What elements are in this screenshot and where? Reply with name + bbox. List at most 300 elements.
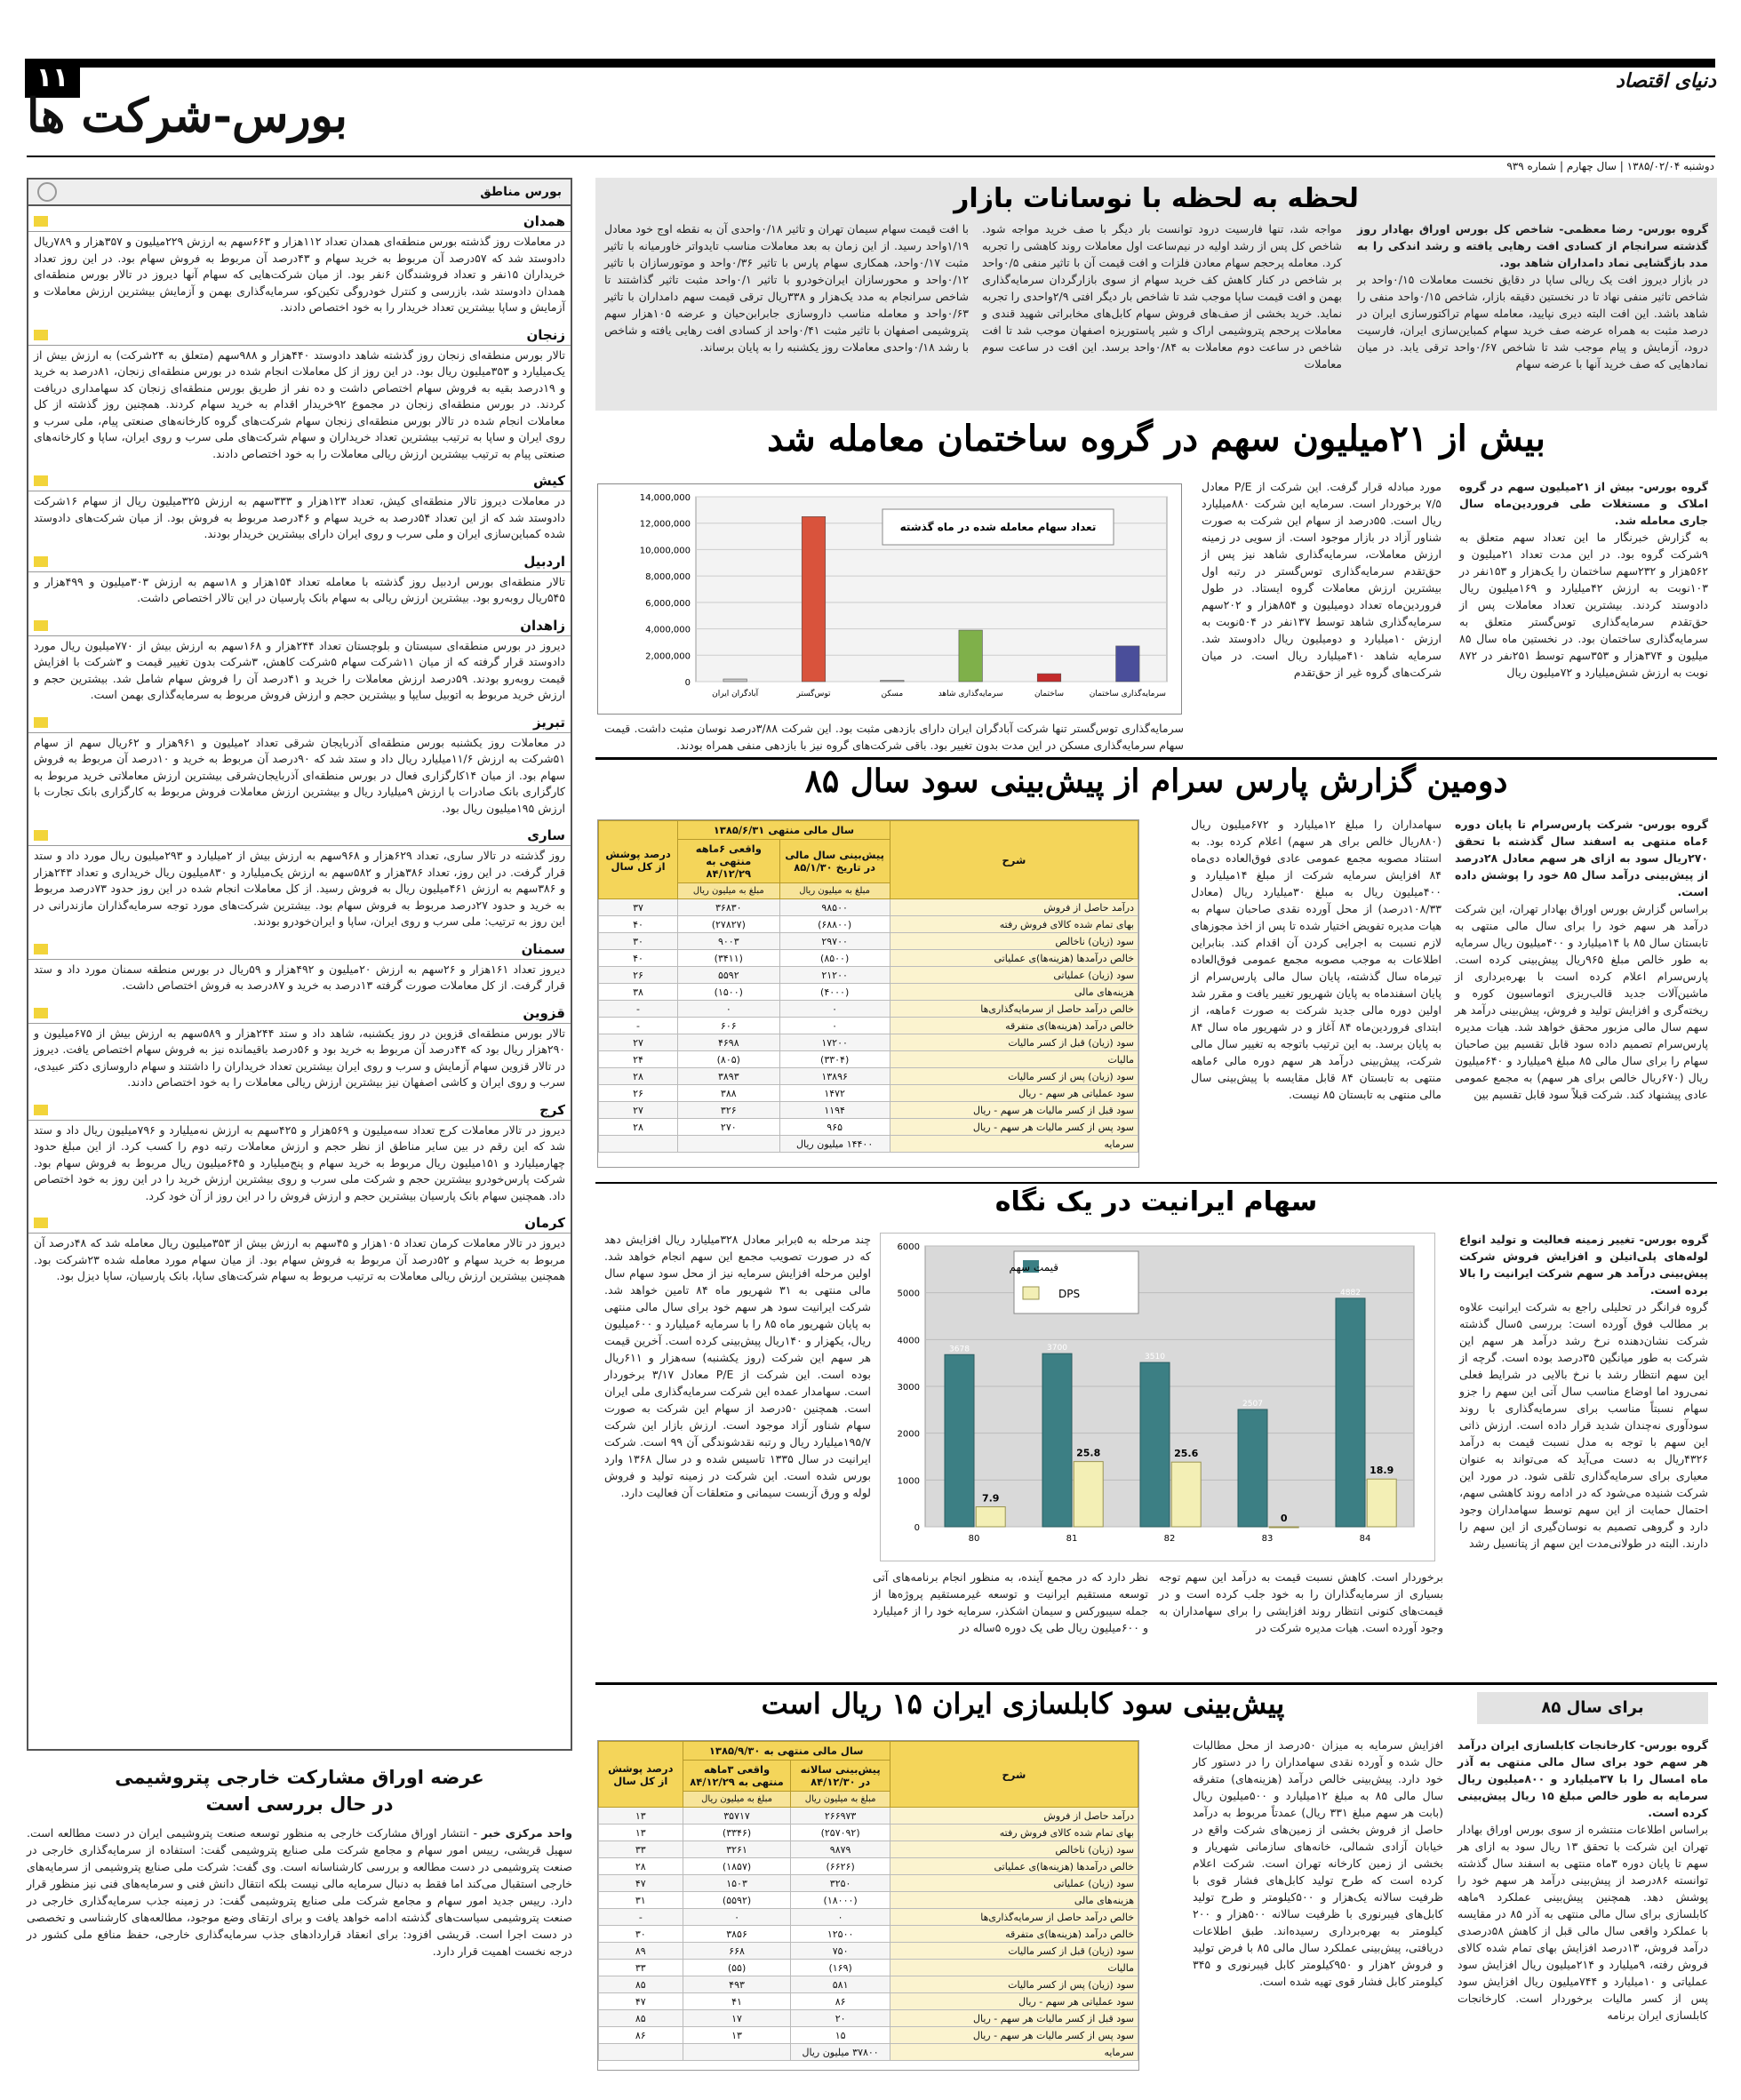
dps-data-label: 18.9 [1370,1465,1394,1477]
region-heading [28,471,571,491]
row-label: سود عملیاتی هر سهم - ریال [890,1993,1138,2010]
market-article [595,178,1717,411]
region-heading [28,1003,571,1024]
region-text: روز گذشته در تالار ساری، تعداد ۶۲۹هزار و ۹۶۸سهم به ارزش بیش از ۲میلیارد و ۲۹۳میلیون ریال مورد داد و ستد قرار گرفت. در این روز، تعداد ۳۸۶هزار و ۵۸۲سهم به ارزش یک‌میلیارد و ۸۳۰میلیون ریال خریداری و تعداد ۲۴۳هزار و ۳۸۶سهم به ارزش ۴۶۱میلیون ریال به فروش رسید. از کل معاملات انجام شده در این روز حدود ۷۳درصد مربوط به خرید و حدود ۲۷درصد مربوط به فروش سهام بود. بیشترین شرکت‌های مورد توجه سرمایه‌گذاران مازندرانی در این روز به ترتیب: ملی سرب و روی ایران، ساپا و ایران‌خودرو بودند. [34,849,566,928]
table-row [599,1943,1138,1960]
table-row [599,1892,1138,1909]
price-data-label: 4882 [1340,1288,1361,1298]
x-tick-label: مسکن [881,690,904,699]
row-label: خالص درآمدها (هزینه‌ها)ی عملیاتی [890,1858,1138,1875]
forecast-header: پیش‌بینی سالانه در ۸۴/۱۲/۳۰ [791,1761,890,1792]
y-tick-label: 4000 [897,1336,920,1346]
row-label: سود (زیان) پس از کسر مالیات [890,1976,1138,1993]
price-bar [1238,1409,1267,1527]
market-lead: گروه بورس- رضا معظمی- شاخص کل بورس اوراق بهادار روز گذشته سرانجام از کسادی افت رهایی یافته و رشد اندکی را به مدد بازگشایی نماد دامداران شاهد بود. [1353,222,1708,269]
table-cell: - [599,1018,678,1034]
region-marker-icon [34,1008,48,1018]
price-bar [1336,1298,1365,1527]
y-tick-label: 4,000,000 [645,625,691,635]
table-cell: ۳۰ [599,933,678,950]
y-tick-label: 2,000,000 [645,651,691,662]
actual-unit: مبلغ به میلیون ریال [683,1792,791,1808]
table-cell: ۰ [683,1909,791,1926]
x-tick-label: سرمایه‌گذاری شاهد [938,690,1003,699]
petro-lead: واحد مرکزی خبر [481,1826,572,1840]
row-label: خالص درآمد (هزینه‌ها)ی متفرقه [890,1926,1138,1943]
cable-text-1: براساس اطلاعات منتشره از سوی بورس اوراق بهادار تهران این شرکت با تحقق ۱۳ ریال سود به ازای هر سهم تا پایان دوره ۳ماه منتهی به اسفند سال گذشته توانسته ۸۶درصد از پیش‌بینی درآمد هر سهم خود را پوشش دهد. همچنین پیش‌بینی عملکرد ۹ماهه کابلسازی برای سال مالی منتهی به آذر ۸۵ در مقایسه با عملکرد واقعی سال مالی قبل از کاهش ۵۸درصدی درآمد فروش، ۱۳درصد افزایش بهای تمام شده کالای فروش رفته، ۹میلیارد و ۲۱۴میلیون ریال افزایش سود عملیاتی و ۱۰میلیارد و ۷۴۴میلیون ریال افزایش سود پس از کسر مالیات برخوردار است. کارخانجات کابلسازی ایران برنامه [1454,1823,1709,2022]
table-cell: (۸۰۵) [678,1051,779,1068]
table-cell: (۸۵۰۰) [779,950,890,967]
iranit-lead: گروه بورس- تغییر زمینه فعالیت و تولید انواع لوله‌های پلی‌اتیلن و افزایش فروش شرکت پیش‌بینی درآمد هر سهم شرکت ایرانیت را بالا برده است. [1455,1233,1708,1297]
region-heading [28,325,571,346]
region-text: در معاملات دیروز تالار منطقه‌ای کیش، تعداد ۱۲۳هزار و ۳۳۳سهم به ارزش ۳۲۵میلیون ریال از سهام ۱۶شرکت دادوستد شد که از این تعداد ۵۴درصد به خرید سهام و ۴۶درصد مربوط به فروش بود. از میان شرکت‌های دادوستد شده کمباین‌سازی ایران و ملی سرب و روی ایران دارای بیشترین خریدار بودند. [34,494,565,540]
row-label: خالص درآمد (هزینه‌ها)ی متفرقه [890,1018,1138,1034]
row-label: سود (زیان) پس از کسر مالیات [890,1068,1138,1085]
row-label: سرمایه [890,1136,1138,1153]
bar [881,681,905,682]
table-row [599,1051,1138,1068]
globe-icon [37,182,57,202]
table-cell: ۱۲۵۰۰ [791,1926,890,1943]
region-name: زنجان [526,326,565,343]
table-row [599,1018,1138,1034]
parsseram-text-1: براساس گزارش بورس اوراق بهادار تهران، این شرکت درآمد هر سهم خود را برای سال مالی منتهی به تابستان سال ۸۵ با ۱۴میلیارد و ۴۰۰میلیون ریال سرمایه به طور خالص مبلغ ۹۶۵ریال پیش‌بینی کرده است. پارس‌سرام اعلام کرده است با بهره‌برداری از ماشین‌آلات جدید قالب‌ریزی اتوماسیون کوره و ریخته‌گری و افزایش تولید و فروش، پیش‌بینی درآمد هر سهم سال مالی مزبور محقق خواهد شد. هیات مدیره پارس‌سرام تصمیم داده سود قابل تقسیم بین صاحبان سهام را برای سال مالی ۸۵ مبلغ ۹میلیارد و ۶۴۰میلیون ریال (۶۷۰ریال خالص برای هر سهم) به مجمع عمومی عادی پیشنهاد کند. شرکت قبلاً سود قابل تقسیم بین [1451,902,1709,1101]
table-cell: ۳۱ [599,1892,683,1909]
table-row [599,967,1138,984]
table-cell: ۴۷ [599,1993,683,2010]
price-bar [945,1354,974,1527]
table-cell: ۴۷ [599,1875,683,1892]
col-label-header: شرح [890,1742,1138,1808]
region-list [28,212,571,1289]
dateline: دوشنبه ۱۳۸۵/۰۲/۰۴ | سال چهارم | شماره ۹۳۹ [1506,160,1714,172]
actual-header: واقعی ۳ماهه منتهی به ۸۴/۱۲/۲۹ [683,1761,791,1792]
price-bar [1042,1353,1072,1527]
table-cell: ۲۷۰ [678,1119,779,1136]
table-cell: ۴۹۳ [683,1976,791,1993]
region-text: تالار منطقه‌ای بورس اردبیل روز گذشته با معامله تعداد ۱۵۴هزار و ۱۸سهم به ارزش ۳۰۳میلیون و ۴۹۹هزار و ۵۴۵ریال روبه‌رو بود. بیشترین ارزش ریالی به سهام بانک پارسیان در این تالار اختصاص داشت. [34,574,566,604]
iranit-chart-svg [881,1234,1434,1561]
table-cell: ۲۸ [599,1119,678,1136]
row-label: سود عملیاتی هر سهم - ریال [890,1085,1138,1102]
legend-swatch-dps [1023,1287,1039,1299]
row-label: سود (زیان) ناخالص [890,1841,1138,1858]
table-cell: ۱۳ [599,1825,683,1841]
row-label: سود قبل از کسر مالیات هر سهم - ریال [890,2010,1138,2027]
table-cell [678,1136,779,1153]
table-cell: (۱۵۰۰) [678,984,779,1001]
parsseram-fin-table [598,820,1138,1153]
region-heading [28,212,571,232]
petro-headline: عرضه اوراق مشارکت خارجی پتروشیمی در حال بررسی است [115,1767,484,1815]
price-data-label: 3700 [1047,1344,1067,1353]
region-name: کرمان [524,1215,565,1231]
bar [802,516,826,682]
region-name: ساری [527,827,565,843]
row-label: سود (زیان) عملیاتی [890,967,1138,984]
y-tick-label: 1000 [897,1476,920,1487]
table-cell: (۱۸۵۷) [683,1858,791,1875]
building-headline: بیش از ۲۱میلیون سهم در گروه ساختمان معامله شد [767,418,1545,459]
legend-label-price: قیمت سهم [1009,1261,1058,1274]
y-tick-label: 14,000,000 [639,493,691,503]
cable-fin-table [598,1741,1138,2061]
y-tick-label: 2000 [897,1429,920,1440]
row-label: سود پس از کسر مالیات هر سهم - ریال [890,2027,1138,2044]
x-tick-label: 83 [1261,1534,1274,1544]
row-label: درآمد حاصل از فروش [890,899,1138,916]
row-label: سرمایه [890,2044,1138,2061]
table-cell: - [599,1909,683,1926]
region-heading [28,1213,571,1234]
table-cell: ۰ [791,1909,890,1926]
cable-col-2: افزایش سرمایه به میزان ۵۰درصد از محل مطالبات حال شده و آورده نقدی سهامداران را در دستور کار خود دارد. پیش‌بینی خالص درآمد (هزینه‌های) متفرقه سال مالی ۸۵ به مبلغ ۱۲میلیارد و ۵۰۰میلیون ریال (بابت هر سهم مبلغ ۳۳۱ ریال) عمدتاً مربوط به درآمد حاصل از فروش بخشی از زمین‌های شرکت واقع در خیابان آزادی شمالی، خانه‌های سازمانی شهریار و بخشی از زمین کارخانه تهران است. شرکت اعلام کرده است که طرح تولید کابل‌های فشار قوی با ظرفیت سالانه یک‌هزار و ۵۰۰کیلومتر و طرح تولید کابل‌های فیبرنوری با ظرفیت سالانه ۵۰۰هزار و ۲۰۰ کیلومتر به بهره‌برداری رسیده‌اند. طبق اطلاعات دریافتی، پیش‌بینی عملکرد سال مالی ۸۵ با فرض تولید و فروش ۲هزار و ۹۵۰کیلومتر کابل فیبرنوری و ۳۴۵ کیلومتر کابل فشار قوی تهیه شده است. [1189,1738,1444,1988]
dps-bar [1269,1527,1298,1528]
petro-article [23,1764,573,2075]
building-col-2: مورد مبادله قرار گرفت. این شرکت از P/E معادل ۷/۵ برخوردار است. سرمایه این شرکت ۸۸۰میلیارد ریال است. ۵۵درصد از سهام این شرکت به صورت شناور آزاد در بازار موجود است. از سویی در زمینه ارزش معاملات، سرمایه‌گذاری شاهد نیز پس از حق‌تقدم سرمایه‌گذاری توس‌گستر در رتبه اول بیشترین ارزش معاملات گروه ایستاد. در طول فروردین‌ماه تعداد دومیلیون و ۸۵۴هزار و ۲۰۲سهم سرمایه‌گذاری شاهد توسط ۱۳۷نفر در ۵۰۴نوبت به ارزش ۱۰میلیارد و دومیلیون ریال دادوستد شد. سرمایه شاهد ۴۱۰میلیارد ریال است. در میان شرکت‌های گروه غیر از حق‌تقدم [1198,480,1442,679]
market-col-1 [1353,220,1708,407]
masthead [0,0,1741,172]
x-tick-label: 80 [968,1534,980,1544]
sidebar-header [28,180,571,206]
table-cell: ۹۶۵ [779,1119,890,1136]
x-tick-label: ساختمان [1034,690,1065,699]
table-cell: ۱۷۲۰۰ [779,1034,890,1051]
table-cell: ۳۲۵۰ [791,1875,890,1892]
table-row [599,933,1138,950]
table-cell: ۸۶ [791,1993,890,2010]
table-cell: ۰ [678,1001,779,1018]
iranit-headline: سهام ایرانیت در یک نگاه [994,1186,1318,1218]
table-cell: (۵۵) [683,1960,791,1976]
iranit-col-4: چند مرحله به ۵برابر معادل ۳۲۸میلیارد ریال افزایش دهد که در صورت تصویب مجمع این سهم انجام خواهد شد. اولین مرحله افزایش سرمایه نیز از محل سود سهام سال مالی منتهی به ۳۱ شهریور ماه ۸۴ تامین خواهد شد. شرکت ایرانیت سود هر سهم خود برای سال مالی منتهی به پایان شهریور ماه ۸۵ را با سرمایه ۶میلیارد و ۶۰۰میلیون ریال، یکهزار و ۱۴۰ریال پیش‌بینی کرده است. آخرین قیمت هر سهم این شرکت (روز یکشنبه) سه‌هزار و ۶۱۱ریال بوده است. این شرکت از P/E معادل ۳/۱۷ برخوردار است. سهامدار عمده این شرکت سرمایه‌گذاری ملی ایران است. همچنین ۵۰درصد از سهام این شرکت به صورت سهام شناور آزاد موجود است. ارزش بازار این شرکت ۱۹۵/۷میلیارد ریال و رتبه نقدشوندگی آن ۹۹ است. شرکت ایرانیت در سال ۱۳۳۵ تاسیس شده و در سال ۱۳۶۸ وارد بورس شده است. این شرکت در زمینه تولید و فروش لوله و ورق آزبست سیمانی و متعلقات آن فعالیت دارد. [601,1233,871,1499]
actual-header: واقعی ۶ماهه منتهی به ۸۴/۱۲/۲۹ [678,840,779,883]
price-data-label: 2507 [1242,1399,1263,1409]
table-header-row [599,821,1138,840]
y-tick-label: 5000 [897,1289,920,1299]
table-cell: ۹۰۰۳ [678,933,779,950]
table-cell: ۲۶ [599,967,678,984]
table-cell: ۱۳۸۹۶ [779,1068,890,1085]
table-cell: ۲۶ [599,1085,678,1102]
region-heading [28,826,571,846]
table-cell: ۳۲۶۱ [683,1841,791,1858]
dps-data-label: 7.9 [981,1492,1000,1505]
table-cell: ۳۸۸ [678,1085,779,1102]
table-cell: ۱۷ [683,2010,791,2027]
table-row [599,916,1138,933]
table-cell: ۳۲۶ [678,1102,779,1119]
table-cell: (۲۷۸۲۷) [678,916,779,933]
price-bar [1140,1362,1170,1527]
y-tick-label: 3000 [897,1383,920,1393]
iranit-chart [880,1233,1435,1561]
table-cell: (۳۴۱۱) [678,950,779,967]
y-tick-label: 12,000,000 [639,519,691,530]
building-col-1 [1455,478,1709,745]
table-row [599,1034,1138,1051]
region-marker-icon [34,475,48,486]
building-chart [597,483,1182,715]
region-item [28,212,571,320]
table-row [599,1136,1138,1153]
period-header: سال مالی منتهی ۱۳۸۵/۶/۳۱ [678,821,890,840]
table-cell: ۲۱۲۰۰ [779,967,890,984]
table-cell: ۱۳ [683,2027,791,2044]
table-cell: ۳۸۹۳ [678,1068,779,1085]
table-row [599,1001,1138,1018]
chart-title: تعداد سهام معامله شده در ماه گذشته [899,521,1097,533]
table-cell [599,1136,678,1153]
table-cell: ۸۵ [599,1976,683,1993]
y-tick-label: 10,000,000 [639,546,691,556]
table-row [599,1976,1138,1993]
region-marker-icon [34,830,48,841]
y-tick-label: 8,000,000 [645,572,691,583]
table-cell: ۴۰ [599,950,678,967]
coverage-header: درصد پوشش از کل سال [599,1742,683,1808]
cable-col-1 [1453,1737,1709,2074]
region-text: در معاملات روز یکشنبه بورس منطقه‌ای آذربایجان شرقی تعداد ۲میلیون و ۹۶۱هزار و ۶۲ریال سهم از سهام ۵۱شرکت به ارزش ۱۱/۶میلیارد ریال داد و ستد شد که ۹۰درصد آن مربوط به خرید و ۱۰درصد آن مربوط به فروش سهام بود. از میان ۱۴کارگزاری فعال در بورس منطقه‌ای آذربایجان‌شرقی بیشترین ارزش معاملاتی خرید مربوط به کارگزاری بانک صادرات با ارزش ۹میلیارد ریال و بیشترین ارزش معاملات فروش مربوط به کارگزاری بانک تجارت با ارزش ۱۹۵میلیون ریال بود. [34,735,566,815]
table-cell: ۸۶ [599,2027,683,2044]
table-cell [599,2044,683,2061]
period-header: سال مالی منتهی به ۱۳۸۵/۹/۳۰ [683,1742,890,1761]
table-cell: ۳۸۵۶ [683,1926,791,1943]
x-tick-label: 84 [1359,1534,1371,1544]
table-cell: ۸۹ [599,1943,683,1960]
region-marker-icon [34,216,48,227]
petro-text: - انتشار اوراق مشارکت خارجی به منظور توسعه صنعت پتروشیمی ایران در دست مطالعه است. سهیل قریشی، رییس امور سهام و مجامع شرکت ملی صنایع پتروشیمی گفت: استفاده از سرمایه‌گذاری خارجی در صنعت پتروشیمی در دست مطالعه و بررسی کارشناسانه است. وی گفت: شرکت ملی صنایع پتروشیمی از سرمایه‌های خارجی استقبال می‌کند اما فقط به دنبال سرمایه مالی نیست بلکه انتقال دانش فنی و سرمایه‌های فنی نیز منظور قرار دارد. رییس جدید امور سهام و مجامع شرکت ملی صنایع پتروشیمی گفت: در زمینه جذب سرمایه‌گذاری خارجی در صنعت پتروشیمی سیاست‌های گذشته ادامه خواهد یافت و برای ارتقای وضع موجود، مطالعه‌های کارشناسی و تخصصی در دست اجرا است. قریشی افزود: برای انعقاد قراردادهای جذب سرمایه‌گذاری خارجی، حفظ منافع ملی کشور در درجه نخست اهمیت قرار دارد. [23,1826,573,1958]
region-text: دیروز تعداد ۱۶۱هزار و ۲۶سهم به ارزش ۲۰میلیون و ۴۹۲هزار و ۵۹ریال در بورس منطقه سمنان مورد داد و ستد قرار گرفت. از کل معاملات صورت گرفته ۱۳درصد به خرید و ۸۷درصد به فروش اختصاص داشت. [34,962,565,992]
building-article [595,418,1717,755]
price-data-label: 3510 [1145,1353,1165,1362]
table-cell: (۶۸۸۰۰) [779,916,890,933]
row-label: خالص درآمد حاصل از سرمایه‌گذاری‌ها [890,1909,1138,1926]
table-cell: ۱۳ [599,1808,683,1825]
region-name: سمنان [521,940,565,957]
table-cell: (۴۰۰۰) [779,984,890,1001]
row-label: هزینه‌های مالی [890,1892,1138,1909]
table-cell: ۴۰ [599,916,678,933]
table-row [599,1909,1138,1926]
forecast-unit: مبلغ به میلیون ریال [791,1792,890,1808]
parsseram-col-1 [1450,816,1709,1171]
dps-data-label: 0 [1280,1513,1288,1524]
region-marker-icon [34,1218,48,1228]
section-title: بورس-شرکت ها [27,89,347,143]
table-row [599,1875,1138,1892]
table-cell: ۹۸۵۰۰ [779,899,890,916]
table-header-row [599,1742,1138,1761]
table-cell: ۲۶۶۹۷۳ [791,1808,890,1825]
region-heading [28,939,571,960]
row-label: سود (زیان) عملیاتی [890,1875,1138,1892]
region-marker-icon [34,556,48,567]
table-cell: ۵۵۹۲ [678,967,779,984]
table-row [599,1808,1138,1825]
x-tick-label: سرمایه‌گذاری ساختمان [1089,690,1166,699]
petro-body [23,1825,573,1960]
bar [959,630,983,682]
building-col-3: سرمایه‌گذاری توس‌گستر تنها شرکت آبادگران ایران دارای بازدهی مثبت بود. این شرکت ۳/۸۸درصد نوسان مثبت داشت. قیمت سهام سرمایه‌گذاری مسکن در این مدت بدون تغییر بود. باقی شرکت‌های گروه نیز با بازدهی منفی همراه بودند. [601,722,1184,752]
table-cell [683,2044,791,2061]
table-row [599,2010,1138,2027]
dps-data-label: 25.6 [1174,1448,1199,1460]
table-row [599,2027,1138,2044]
table-cell: ۱۴۷۲ [779,1085,890,1102]
dps-bar [1074,1462,1103,1527]
table-row [599,1119,1138,1136]
table-cell: (۳۳۴۶) [683,1825,791,1841]
building-text-1: به گزارش خبرنگار ما این تعداد سهم متعلق به ۹شرکت گروه بود. در این مدت تعداد ۲۱میلیون و ۵۶۲هزار و ۲۳۲سهم ساختمان را یک‌هزار و ۱۵۳نفر در ۱۰۳نوبت به ارزش ۴۲میلیارد و ۱۶۹میلیون ریال دادوستد کردند. بیشترین تعداد معاملات پس از حق‌تقدم سرمایه‌گذاری توس‌گستر متعلق به سرمایه‌گذاری ساختمان بود. در نخستین ماه سال ۸۵ میلیون و ۳۷۴هزار و ۳۵۳سهم توسط ۲۵۱نفر در ۸۷۲ نوبت به ارزش شش‌میلیارد و ۷۲میلیون ریال [1456,531,1709,679]
table-cell: ۲۹۷۰۰ [779,933,890,950]
table-cell: ۲۷ [599,1102,678,1119]
iranit-text-1: گروه فرانگر در تحلیلی راجع به شرکت ایرانیت علاوه بر مطالب فوق آورده است: بررسی ۵سال گذشته شرکت نشان‌دهنده نرخ رشد درآمد هر سهم این شرکت به طور میانگین ۳۵درصد بوده است. گرچه از این سهم انتظار رشد با نرخ بالایی در شرایط فعلی نمی‌رود اما اوضاع مناسب سال آتی این سهم را جزو سهام نسبتاً مناسب برای سرمایه‌گذاری با روند سودآوری نه‌چندان شدید قرار داده است. ارزش ذاتی این سهم با توجه به مدل نسبت قیمت به درآمد ۴۳۲۶ریال به دست می‌آید که می‌تواند به عنوان معیاری برای سرمایه‌گذاری تلقی شود. در مورد این شرکت شنیده می‌شود که در ادامه روند کاهشی سهم، احتمال حمایت از این سهم توسط سهامداران وجود دارد و گروهی تصمیم به نوسان‌گیری از این سهم را دارند. البته در طولانی‌مدت این سهم از پتانسیل رشد [1456,1300,1709,1550]
bar [1037,674,1061,682]
region-name: همدان [523,213,565,229]
table-row [599,1841,1138,1858]
iranit-col-3: نظر دارد که در مجمع آینده، به منظور انجام برنامه‌های آتی توسعه مستقیم ایرانیت و توسعه غیرمستقیم پروژه‌ها از جمله سیبورکس و سیمان اشکذر، سرمایه خود را از ۶میلیارد و ۶۰۰میلیون ریال طی یک دوره ۵ساله در [869,1570,1149,1634]
cable-lead: گروه بورس- کارخانجات کابلسازی ایران درآمد هر سهم خود برای سال مالی منتهی به آذر ماه امسال را با ۳۷میلیارد و ۸۰۰میلیون ریال سرمایه به طور خالص مبلغ ۱۵ ریال پیش‌بینی کرده است. [1453,1738,1709,1819]
table-row [599,1068,1138,1085]
region-item [28,939,571,998]
region-name: کرج [539,1101,565,1118]
region-heading [28,713,571,733]
table-cell: ۳۶۸۳۰ [678,899,779,916]
table-cell: ۵۸۱ [791,1976,890,1993]
table-cell: ۱۱۹۴ [779,1102,890,1119]
dps-data-label: 25.8 [1076,1447,1101,1459]
parsseram-col-2: سهامداران را مبلغ ۱۲میلیارد و ۶۷۲میلیون ریال (۸۸۰ریال خالص برای هر سهم) اعلام کرده بود. به استناد مصوبه مجمع عمومی عادی فوق‌العاده دی‌ماه ۸۴ افزایش سرمایه شرکت از مبلغ ۱۴میلیارد و ۴۰۰میلیون ریال به مبلغ ۳۰میلیارد ریال (معادل ۱۰۸/۳۳درصد) از محل آورده نقدی صاحبان سهام به هیات مدیره تفویض اختیار شده تا پس از اخذ مجوزهای لازم نسبت به اجرایی کردن آن اقدام کند. بنابراین اطلاعات به موجب مصوبه مجمع عمومی فوق‌العاده تیرماه سال گذشته، پایان سال مالی پارس‌سرام از پایان اسفندماه به پایان شهریور تغییر یافت و مقرر شد اولین دوره مالی جدید شرکت به صورت ۶ماهه، از ابتدای فروردین‌ماه ۸۴ آغاز و در شهریور ماه سال ۸۴ به پایان برسد. به این ترتیب باتوجه به تغییر سال مالی شرکت، پیش‌بینی درآمد هر سهم دوره مالی ۶ماهه منتهی به تابستان ۸۴ قابل مقایسه با پیش‌بینی سال مالی منتهی به تابستان ۸۵ نیست. [1187,818,1442,1101]
legend-label-dps: DPS [1058,1288,1081,1300]
region-item [28,1100,571,1209]
sidebar-title: بورس مناطق [480,185,562,199]
parsseram-article [595,763,1717,1180]
region-item [28,1213,571,1289]
table-cell: (۱۶۹) [791,1960,890,1976]
table-cell: ۹۸۷۹ [791,1841,890,1858]
table-cell: ۷۵۰ [791,1943,890,1960]
table-cell: ۳۸ [599,984,678,1001]
table-cell: ۳۷۸۰۰ میلیون ریال [791,2044,890,2061]
table-cell: (۳۳۰۴) [779,1051,890,1068]
region-name: کیش [532,473,565,489]
table-cell: ۲۸ [599,1068,678,1085]
row-label: سود (زیان) قبل از کسر مالیات [890,1034,1138,1051]
y-tick-label: 6,000,000 [645,598,691,609]
region-text: دیروز در تالار معاملات کرج تعداد سه‌میلیون و ۵۶۹هزار و ۴۲۵سهم به ارزش نه‌میلیارد و ۷۹۶میلیون ریال داد و ستد شد که این رقم در بین سایر مناطق از نظر حجم و ارزش معاملات رتبه دوم را کسب کرد. از این مبلغ حدود چهارمیلیارد و ۱۵۱میلیون ریال مربوط به خرید سهام و پنج‌میلیارد و ۶۴۵میلیون ریال مربوط به فروش سهام بود. شرکت پارس‌خودرو بیشترین حجم و شرکت ملی سرب و روی بیشترین ارزش خرید را در این روز به خود اختصاص داد. همچنین سهام بانک پارسیان بیشترین حجم و ارزش فروش را در این روز از آن خود کرد. [34,1122,565,1202]
table-cell: ۴۶۹۸ [678,1034,779,1051]
cable-article [595,1687,1717,2078]
table-cell: ۶۶۸ [683,1943,791,1960]
region-item [28,1003,571,1095]
region-marker-icon [34,1105,48,1115]
y-tick-label: 0 [914,1523,920,1533]
table-cell: ۰ [779,1001,890,1018]
building-lead: گروه بورس- بیش از ۲۱میلیون سهم در گروه املاک و مستغلات طی فروردین‌ماه سال جاری معامله شد. [1455,480,1708,527]
table-row [599,899,1138,916]
market-col-2: مواجه شد، تنها فارسیت درود توانست بار دیگر با صف خرید مواجه شود. شاخص کل پس از رشد اولیه در نیم‌ساعت اول معاملات روند کاهشی را تجربه کرد. معامله پرحجم سهام معادن فلزات و افت قیمت آن با تاثیر منفی ۰/۵واحد بر شاخص در کنار کاهش کف خرید سهام از سوی بازارگردان سرمایه‌گذاری بهمن و افت قیمت ساپا موجب شد تا شاخص بار دیگر افتی ۲/۹واحدی را تجربه نماید. خرید بخشی از صف‌های فروش سهام کابل‌های مخابراتی شهید قندی و معاملات پرحجم پتروشیمی اراک و شیر پاستوریزه اصفهان موجب شد تا افت شاخص در ساعت دوم معاملات به ۰/۸۴واحد برسد. این افت در ساعت سوم معاملات [978,222,1343,371]
row-label: سود (زیان) قبل از کسر مالیات [890,1943,1138,1960]
cable-table [597,1740,1139,2071]
dps-bar [1367,1479,1396,1527]
region-heading [28,1100,571,1121]
cable-headline: پیش‌بینی سود کابلسازی ایران ۱۵ ریال است [761,1687,1285,1721]
region-heading [28,616,571,636]
table-cell: ۸۵ [599,2010,683,2027]
region-text: تالار بورس منطقه‌ای زنجان روز گذشته شاهد دادوستد ۴۴۰هزار و ۹۸۸سهم (متعلق به ۲۴شرکت) به ارزش بیش از یک‌میلیارد و ۳۵۳میلیون ریال بود. در این روز از کل معاملات انجام شده در بورس منطقه‌ای زنجان، ۸۱درصد به خرید و ۱۹درصد بقیه به فروش سهام اختصاص داشت و ده نفر از طریق بورس منطقه‌ای زنجان کد سهامداری دریافت کردند. در بورس منطقه‌ای زنجان در مجموع ۹۲خریدار اقدام به خرید سهام کردند. همچنین روز گذشته از کل معاملات انجام شده در تالار بورس منطقه‌ای زنجان سهام شرکت‌های گروه کارخانه‌های صنعتی پیام، ملی سرب و روی ایران و ساپا به ترتیب بیشترین تعداد خریداران و سهام شرکت‌های ملی سرب و روی ایران، ساپا و کارخانه‌های صنعتی پیام به ترتیب بیشترین ارزش ریالی معاملات را به خود اختصاص دادند. [34,347,565,460]
table-row [599,1960,1138,1976]
x-tick-label: آبادگران ایران [712,690,759,699]
bar [723,679,747,682]
region-item [28,616,571,707]
iranit-article [595,1186,1717,1680]
row-label: خالص درآمد حاصل از سرمایه‌گذاری‌ها [890,1001,1138,1018]
x-tick-label: توس‌گستر [796,690,831,699]
region-marker-icon [34,717,48,728]
table-cell: ۳۷ [599,899,678,916]
table-cell: ۱۴۴۰۰ میلیون ریال [779,1136,890,1153]
table-cell: (۶۶۲۶) [791,1858,890,1875]
table-row [599,1102,1138,1119]
row-label: هزینه‌های مالی [890,984,1138,1001]
table-cell: ۶۰۶ [678,1018,779,1034]
bar [1116,646,1140,682]
table-cell: ۳۰ [599,1926,683,1943]
table-cell: ۳۳ [599,1960,683,1976]
cable-kicker: برای سال ۸۵ [1477,1692,1708,1724]
x-tick-label: 81 [1066,1534,1078,1544]
page-number: ۱۱ [25,59,80,98]
table-cell: - [599,1001,678,1018]
region-item [28,713,571,821]
regional-bourse-sidebar [27,178,572,1751]
region-item [28,471,571,547]
iranit-col-1 [1455,1231,1709,1675]
row-label: بهای تمام شده کالای فروش رفته [890,916,1138,933]
table-cell: (۵۵۹۲) [683,1892,791,1909]
region-text: دیروز در بورس منطقه‌ای سیستان و بلوچستان تعداد ۲۴۴هزار و ۱۶۸سهم به ارزش بیش از ۷۷۰میلیون ریال مورد دادوستد قرار گرفته که از میان ۱۱شرکت سهام ۵شرکت کاهش، ۳شرکت بدون تغییر قیمت و ۳شرکت با افزایش قیمت روبه‌رو بودند. ۵۹درصد ارزش معاملات را خرید و ۴۱درصد آن را فروش سهام شامل شد. بیشترین حجم و ارزش خرید مربوط به اتوبیل سایپا و بیشترین حجم و ارزش فروش مربوط به سرمایه‌گذاری بهمن است. [34,638,566,701]
table-row [599,2044,1138,2061]
table-cell: ۲۸ [599,1858,683,1875]
table-cell: ۱۵ [791,2027,890,2044]
table-cell: ۴۱ [683,1993,791,2010]
building-chart-svg [598,484,1181,714]
row-label: مالیات [890,1960,1138,1976]
region-text: دیروز در تالار معاملات کرمان تعداد ۱۰۵هزار و ۴۵سهم به ارزش بیش از ۳۵۳میلیون ریال معامله شد که ۴۸درصد آن مربوط به خرید سهام و ۵۲درصد آن مربوط به فروش سهام بود. از میان سهام مورد معامله شده ۲۳شرکت بود. همچنین بیشترین ارزش ریالی معاملات به ترتیب مربوط به سهام شرکت‌های ساپا، بانک پارسیان، ساپا دیزل بود. [34,1236,565,1282]
market-text-1: در بازار دیروز افت یک ریالی ساپا در دقایق نخست معاملات ۰/۱۵واحد بر شاخص تاثیر منفی نهاد تا در نخستین دقیقه بازار، شاخص ۰/۱۵واحد منفی را شاهد باشد. این افت البته دیری نپایید، معامله سهام تراکتورسازی ایران در درصد مثبت به همراه عرضه صف خرید سهام کمباین‌سازی ایران، فارسیت درود، آزمایش و پیام موجب شد تا شاخص ۰/۶۷واحد ترقی یابد. در میان نمادهایی که صف خرید آنها با عرضه سهام [1354,273,1708,371]
price-data-label: 3678 [949,1345,970,1354]
table-row [599,1085,1138,1102]
market-headline: لحظه به لحظه با نوسانات بازار [954,183,1359,214]
region-name: تبریز [532,714,565,731]
row-label: سود (زیان) ناخالص [890,933,1138,950]
table-row [599,1993,1138,2010]
row-label: سود قبل از کسر مالیات هر سهم - ریال [890,1102,1138,1119]
row-label: سود پس از کسر مالیات هر سهم - ریال [890,1119,1138,1136]
dps-bar [976,1507,1005,1527]
actual-unit: مبلغ به میلیون ریال [678,883,779,899]
x-tick-label: 82 [1163,1534,1176,1544]
region-item [28,552,571,611]
row-label: درآمد حاصل از فروش [890,1808,1138,1825]
table-cell: ۲۷ [599,1034,678,1051]
table-row [599,1926,1138,1943]
table-cell: ۱۵۰۳ [683,1875,791,1892]
table-row [599,950,1138,967]
table-cell: ۳۳ [599,1841,683,1858]
table-row [599,1858,1138,1875]
